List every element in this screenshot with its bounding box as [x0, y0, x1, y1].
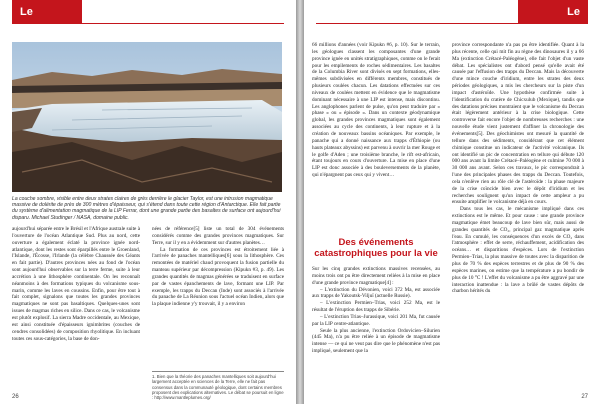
paragraph: Dans tous les cas, le mécanisme impliqué dans ces extinctions est le même. Et pour cause : une grande province magmatique émet beaucoup de lave bien sûr, mais aussi de grandes quantités de CO₂, principal gaz magmatique après l'eau. En cumulé, les conséquences d'un excès de CO₂ dans l'atmosphère : effet de serre, réchauffement, acidification des océans… et disparitions d'espèces. Lors de l'extinction Permien–Trias, la plus massive de toutes avec la disparition de plus de 70 % des espèces terrestres et de plus de 90 % des espèces marines, on estime que la température a pu bondir de plus de 10 °C ! L'effet du volcanisme a pu être aggravé par une interaction inattendue : la lave a brûlé de vastes dépôts de charbon hérités du [452, 206, 584, 295]
section-tab: Le dossier [518, 0, 588, 24]
list-item: – L'extinction du Dévonien, voici 372 Ma, est associée aux trapps de Yakoutsk-Viljuï (actuelle Russie). [312, 286, 440, 300]
right-column-1 [312, 42, 440, 232]
page-number: 26 [12, 394, 19, 400]
glacier-landscape-image [12, 42, 282, 192]
paragraph: Sur les cinq grandes extinctions massives recensées, au moins trois ont pu être directement reliées à la mise en place d'une grande province magmatique[4] : [312, 266, 440, 286]
left-column-2 [152, 226, 284, 368]
paragraph: province correspondante n'a pas pu être identifiée. Quant à la plus récente, celle qui mit fin au règne des dinosaures il y a 66 Ma (extinction Crétacé-Paléogène), elle fait l'objet d'un vaste débat. Les spécialistes ont d'abord pensé qu'elle avait été causée par l'effusion des trapps du Deccan. Mais la découverte d'une mince couche d'iridium, entre les strates des deux périodes géologiques, a mis les chercheurs sur la piste d'un impact d'astéroïde. Une hypothèse confirmée suite à l'identification du cratère de Chicxulub (Mexique), tandis que des datations précises montraient que le volcanisme du Deccan était légèrement antérieur à la crise biologique. Cette controverse fait encore l'objet de nombreuses recherches : une nouvelle étude vient justement d'affiner la chronologie des événements[5]. Des géochimistes ont mesuré la quantité de tellure dans des sédiments, considérant que cet élément chimique constitue un indicateur de l'activité volcanique. Ils ont identifié un pic de concentration en tellure qui débute 120 000 ans avant la limite Crétacé–Paléogène et culmine 70 000 à 30 000 ans avant. Selon ces travaux, le pic correspondrait à l'une des principales phases des trapps du Deccan. Toutefois, cela n'enlève rien au rôle clé de l'astéroïde : la phase majeure de la crise coïncide bien avec le dépôt d'iridium et les recherches soulignent qu'un impact de cette ampleur a pu ensuite amplifier le volcanisme déjà en cours. [452, 42, 584, 206]
glacier-photo [12, 42, 282, 192]
photo-caption: La couche sombre, visible entre deux strates claires de grès derrière le glacier Taylor, est une intrusion magmatique massive de dolérite de près de 300 mètres d'épaisseur, qui s'étend dans toute cette région d'Antarctique. Elle fait partie du système d'alimentation magmatique de la LIP Ferrar, dont une grande partie des basaltes de surface ont aujourd'hui disparu. Michael Studinger / NASA, domaine public. [12, 196, 281, 221]
paragraph: Seule la plus ancienne, l'extinction Ordovicien–Silurien (445 Ma), n'a pu être reliée à un épisode de magmatisme intense — ce qui ne veut pas dire que le phénomène n'est pas impliqué, seulement que la [312, 327, 440, 355]
paragraph: aujourd'hui séparée entre le Brésil et l'Afrique australe suite à l'ouverture de l'océan Atlantique Sud. Plus au nord, cette ouverture a également éclaté la province ignée nord-atlantique, dont les restes sont éparpillés entre le Groenland, l'Islande, l'Écosse, l'Irlande (la célèbre Chaussée des Géants en fait partie). D'autres provinces nées au fond de l'océan sont aujourd'hui observables sur la terre ferme, suite à leur accrétion à une lithosphère continentale. On les reconnaît néanmoins à des formations typiques du volcanisme sous-marin, comme les laves en coussins. Enfin, pour être tout à fait complet, signalons que toutes les grandes provinces magmatiques ne sont pas basaltiques. Quelques-unes sont issues de magmas riches en silice. Dans ce cas, le volcanisme est plutôt explosif. La sierra Madre occidentale, au Mexique, est ainsi constituée d'épaisseurs ignimbrites (couches de cendres consolidées) de composition rhyolitique. En incluant toutes ces sous-catégories, la base de don- [12, 226, 140, 342]
left-column-1 [12, 226, 140, 394]
list-item: – L'extinction Permien–Trias, voici 252 Ma, est le résultat de l'éruption des trapps de Sibérie. [312, 300, 440, 314]
right-page [304, 0, 600, 404]
paragraph: 66 millions d'années (voir Kipukn #6, p. 10). Sur le terrain, les géologues classent les composantes d'une grande province ignée en unités stratigraphiques, comme on le ferait pour les empilements de roches sédimentaires. Les basaltes de la Columbia River sont divisés en sept formations, elles-mêmes subdivisées en différents membres, constitués de plusieurs coulées chacun. Les datations effectuées sur ces niveaux de coulées mettent en évidence que le magmatisme dominant nécessaire à une LIP est intense, mais discontinu. Les anglophones parlent de pulse, qu'on peut traduire par « phase » ou « épisode ». Dans un contexte géodynamique global, les grandes provinces magmatiques sont également associées au cycle des continents, à leur rupture et à la création de nouveaux bassins océaniques. Par exemple, le panache qui a donné naissance aux trapps d'Éthiopie (ou hauts plateaux abyssins) est parvenu à ouvrir la mer Rouge et le golfe d'Aden ; une troisième branche, le rift est-africain, étant toujours en cours d'ouverture. La mise en place d'une LIP est donc associée à des bouleversements de la planète, qui n'épargnent pas ceux qui y vivent… [312, 42, 440, 179]
list-item: – L'extinction Trias–Jurassique, voici 201 Ma, fut causée par la LIP centre-atlantique. [312, 313, 440, 327]
book-spine [296, 0, 304, 404]
section-tab: Le dossier [12, 0, 82, 24]
right-column-1b [312, 266, 440, 394]
page-number: 27 [581, 394, 588, 400]
section-heading: Des événements catastrophiques pour la vie [314, 237, 438, 259]
left-page [0, 0, 296, 404]
paragraph: nées de référence[5] liste un total de 304 événements considérés comme des grandes provinces magmatiques. Sur Terre, sur il y en a évidemment sur d'autres planètes… [152, 226, 284, 246]
footnote: 1. Bien que la théorie des panaches mantelliques soit aujourd'hui largement acceptée en sciences de la Terre, elle ne fait pas consensus dans la communauté géologique, dont certains membres proposent des explications alternatives. Le débat se poursuit en ligne : http://www.mantleplumes.org/ [152, 371, 284, 400]
header-rule [316, 23, 518, 24]
paragraph: La formation de ces provinces est étroitement liée à l'arrivée de panaches mantelliques[6] sous la lithosphère. Ces remontées de matériel chaud provoquent la fusion partielle du manteau supérieur par décompression (Kipukn #3, p. 49). Les grandes quantités de magmas générées se traduisent en surface par de vastes épanchements de lave, formant une LIP. Par exemple, les trapps du Deccan (Inde) sont associés à l'arrivée du panache de La Réunion sous l'actuel océan Indien, alors que la plaque indienne y'y trouvait, il y a environ [152, 246, 284, 308]
right-column-2 [452, 42, 584, 394]
header-rule [82, 23, 284, 24]
